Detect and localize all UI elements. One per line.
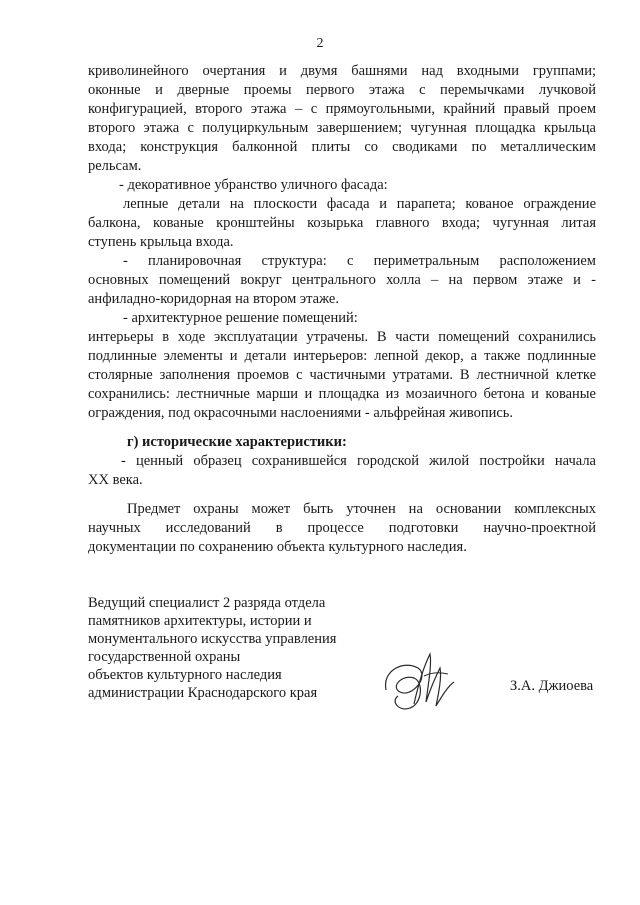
- signer-name: З.А. Джиоева: [510, 678, 594, 694]
- text-line: ограждения, под окрасочными наслоениями - альфрейная живопись.: [88, 405, 514, 421]
- text-line: интерьеры в ходе эксплуатации утрачены. В части помещений сохранились: [88, 329, 596, 345]
- text-line: рельсам.: [88, 158, 142, 174]
- text-line: криволинейного очертания и двумя башнями над входными группами;: [88, 63, 596, 79]
- text-line: XX века.: [88, 472, 143, 488]
- text-line: сохранились: лестничные марши и площадка из мозаичного бетона и кованые: [88, 386, 596, 402]
- text-line: Предмет охраны может быть уточнен на основании комплексных: [127, 501, 596, 517]
- section-heading: г) исторические характеристики:: [127, 434, 347, 450]
- text-line: - ценный образец сохранившейся городской жилой постройки начала: [121, 453, 596, 469]
- text-line: столярные заполнения проемов с частичными утратами. В лестничной клетке: [88, 367, 596, 383]
- signature-title-line: монументального искусства управления: [88, 631, 337, 647]
- handwritten-signature: [378, 646, 468, 720]
- text-line: ступень крыльца входа.: [88, 234, 234, 250]
- text-line: научных исследований в процессе подготовки научно-проектной: [88, 520, 596, 536]
- text-line: - архитектурное решение помещений:: [123, 310, 358, 326]
- text-line: балкона, кованые кронштейны козырька главного входа; чугунная литая: [88, 215, 596, 231]
- text-line: анфиладно-коридорная на втором этаже.: [88, 291, 339, 307]
- text-line: - планировочная структура: с периметральным расположением: [123, 253, 596, 269]
- signature-title-line: государственной охраны: [88, 649, 241, 665]
- text-line: основных помещений вокруг центрального холла – на первом этаже и -: [88, 272, 596, 288]
- text-line: - декоративное убранство уличного фасада:: [119, 177, 388, 193]
- page-number: 2: [316, 36, 324, 51]
- signature-title-line: Ведущий специалист 2 разряда отдела: [88, 595, 326, 611]
- text-line: документации по сохранению объекта культурного наследия.: [88, 539, 467, 555]
- text-line: второго этажа с полуциркульным завершением; чугунная площадка крыльца: [88, 120, 596, 136]
- text-line: входа; конструкция балконной плиты со сводиками по металлическим: [88, 139, 596, 155]
- text-line: оконные и дверные проемы первого этажа с перемычками лучковой: [88, 82, 596, 98]
- text-line: конфигурацией, второго этажа – с прямоугольными, крайний правый проем: [88, 101, 596, 117]
- signature-title-line: объектов культурного наследия: [88, 667, 282, 683]
- signature-title-line: памятников архитектуры, истории и: [88, 613, 312, 629]
- signature-title-line: администрации Краснодарского края: [88, 685, 318, 701]
- text-line: лепные детали на плоскости фасада и парапета; кованое ограждение: [123, 196, 596, 212]
- text-line: подлинные элементы и детали интерьеров: лепной декор, а также подлинные: [88, 348, 596, 364]
